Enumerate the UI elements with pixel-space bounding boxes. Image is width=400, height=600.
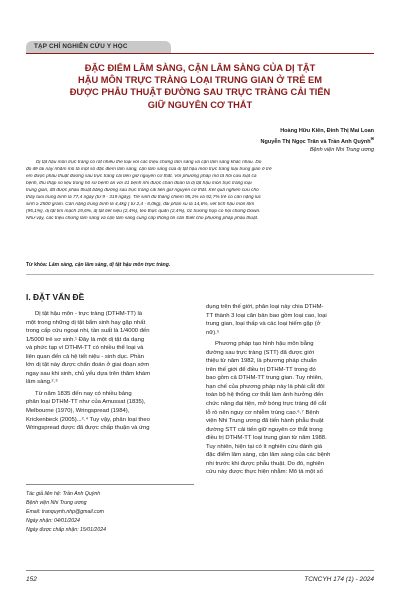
abstract-line: em được phẫu thuật đường sau trực tràng cải tiến giữ nguyên cơ thắt. Với phương pháp mô tả hồi cứu loạt ca (26, 173, 257, 179)
body-column-right (206, 303, 374, 477)
author-line-1: Hoàng Hữu Kiên, Đinh Thị Mai Loan (280, 128, 374, 134)
body-line: lớn dị tật này được chẩn đoán ở giai đoạn sớm (26, 362, 150, 369)
body-line: Krickenbeck (2005)...²˒⁴ Tuy vậy, phân loại theo (26, 416, 150, 423)
body-line: Từ năm 1835 đến nay có nhiều bảng (35, 390, 132, 397)
abstract-line: Như vậy, các triệu chứng lâm sàng và cận lâm sàng cung cấp thông tin cần thiết cho phương pháp phẫu thuật. (26, 215, 259, 221)
body-line: đặc điểm lâm sàng, cận lâm sàng của các bệnh (206, 452, 331, 459)
abstract (26, 160, 374, 223)
article-title (26, 62, 374, 111)
abstract-line: Dị tật hậu môn trực tràng có rất nhiều thể loại với các triệu chứng lâm sàng và cận lâm sàng khác nhau. Do (36, 160, 262, 165)
page-number: 152 (26, 576, 37, 583)
body-line: hạn chế của phương pháp này là phải cắt đôi (206, 383, 325, 390)
section-heading: I. ĐẶT VẤN ĐỀ (26, 292, 85, 302)
keywords-label: Từ khóa: (26, 262, 48, 268)
author-line-2 (124, 135, 374, 146)
author-affiliation: Bệnh viện Nhi Trung ương (309, 147, 374, 154)
accepted-date: Ngày được chấp nhận: 15/01/2024 (26, 526, 106, 533)
body-line: nhi trước khi được phẫu thuật. Do đó, nghiên (206, 460, 325, 467)
correspondence-mark: ✉ (370, 136, 374, 142)
body-line: toàn bộ hệ thống cơ thắt làm ảnh hưởng đến (206, 392, 324, 399)
body-line: liên quan đến cả hệ tiết niệu - sinh dục. Phần (26, 353, 144, 360)
correspondence-author: Tác giả liên hệ: Trần Anh Quỳnh (26, 491, 101, 497)
keywords-divider (26, 274, 374, 275)
body-line: cứu này được thực hiện nhằm: Mô tả một số (206, 469, 323, 476)
body-line: đường STT cải tiến giữ nguyên cơ thắt trong (206, 426, 323, 433)
title-line: GIỮ NGUYÊN CƠ THẮT (147, 99, 253, 110)
correspondence-divider (26, 484, 194, 485)
title-line: ĐẶC ĐIỂM LÂM SÀNG, CẬN LÂM SÀNG CỦA DỊ TẬT (84, 63, 316, 73)
body-line: ngay sau khi sinh, chủ yếu dựa trên thăm khám (26, 370, 151, 377)
body-line: TT thành 3 loại căn bản bao gồm loại cao, loại (206, 312, 327, 319)
abstract-line: thấy tuổi trung bình là 77,4 ngày (từ 9 - 319 ngày). Trẻ sinh đủ tháng chiếm 95,1% và 92,7% trẻ có cân nặng lúc (26, 194, 262, 200)
keywords-text: Lâm sàng, cận lâm sàng, dị tật hậu môn trực tràng. (48, 262, 171, 268)
body-line: dụng trên thế giới, phân loại này chia DTHM- (206, 304, 324, 310)
body-line: lỗ rò nên nguy cơ nhiễm trùng cao.⁶˒⁷ Bệnh (206, 409, 320, 416)
body-line: lâm sàng.²˒³ (26, 379, 58, 386)
correspondence-block (26, 490, 194, 535)
body-line: Tuy nhiên, hiện tại có ít nghiên cứu đánh giá (206, 443, 323, 450)
body-line: viện Nhi Trung ương đã tiến hành phẫu thuật (206, 418, 324, 425)
correspondence-email: Email: tranquynh.nhp@gmail.com (26, 508, 104, 515)
body-line: nữ).⁵ (206, 329, 220, 336)
header-rule (26, 53, 374, 54)
body-line: 1/5000 trẻ sơ sinh.¹ Đây là một dị tật đa dạng (26, 336, 145, 343)
body-line: và phức tạp vì DTHM-TT có nhiều thể loại và (26, 345, 144, 352)
title-line: HẬU MÔN TRỰC TRÀNG LOẠI TRUNG GIAN Ở TRẺ EM (78, 75, 322, 86)
body-line: Dị tật hậu môn - trực tràng (DTHM-TT) là (35, 311, 143, 317)
keywords (26, 262, 374, 268)
received-date: Ngày nhận: 04/01/2024 (26, 517, 80, 524)
body-line: trên thế giới để điều trị DTHM-TT trong đó (206, 366, 316, 373)
body-line: một trong những dị tật bẩm sinh hay gặp nhất (26, 319, 146, 326)
body-line: trong cấp cứu ngoại nhi, tần suất là 1/4000 đến (26, 328, 150, 335)
author-block (124, 127, 374, 154)
journal-name-tab: TẠP CHÍ NGHIÊN CỨU Y HỌC (26, 41, 171, 53)
abstract-line: sinh ≥ 2500 gram. Cân nặng trung bình là 4,4kg ( từ 2,4 - 8,0kg), đái phân su là 14,6%, vết tích hậu môn lõm (26, 201, 255, 207)
body-line: trung gian, loại thấp và các loại hiếm gặp (ở (206, 321, 321, 328)
abstract-line: bệnh, thu thập số liệu trong hồ sơ bệnh án với 41 bệnh nhi được chẩn đoán là dị tật hậu môn trực tràng loại (26, 180, 252, 186)
footer-rule (26, 570, 374, 571)
journal-issue: TCNCYH 174 (1) - 2024 (304, 576, 374, 583)
body-column-left (26, 310, 194, 433)
correspondence-affiliation: Bệnh viện Nhi Trung ương (26, 499, 87, 506)
author-line-2-text: Nguyễn Thị Ngọc Trân và Trần Anh Quỳnh (260, 139, 371, 146)
title-line: ĐƯỢC PHẪU THUẬT ĐƯỜNG SAU TRỰC TRÀNG CẢI TIẾN (69, 87, 331, 98)
body-line: Wringspread được đã được chấp thuận và ứng (26, 425, 150, 432)
body-line: phân loại DTHM-TT như của Amussat (1835), (26, 399, 146, 406)
body-line: bao gồm cả DTHM-TT trung gian. Tuy nhiên, (206, 375, 323, 382)
body-line: điều trị DTHM-TT loại trung gian từ năm 1988. (206, 435, 327, 442)
abstract-line: (95,1%), dị tật tim mạch 19,6%, dị tật tiết niệu (2,4%), teo thực quản (2,4%), 01 trường hợp có hội chứng Down. (26, 208, 261, 214)
body-line: Melbourne (1970), Wringspread (1984), (26, 408, 130, 415)
body-line: đường sau trực tràng (STT) đã được giới (206, 349, 314, 356)
abstract-line: trung gian, đã được phẫu thuật bằng đường sau trực tràng cải tiến giữ nguyên cơ thắt. Kết quả nghiên cứu cho (26, 187, 259, 193)
body-line: chức năng đại tiện, mở bóng trực tràng để cắt (206, 401, 327, 408)
abstract-line: đó đề tài này nhằm mô tả một số đặc điểm lâm sàng, cận lâm sàng của dị tật hậu môn trực tràng loại trung gian ở trẻ (26, 166, 272, 172)
body-line: Phương pháp tạo hình hậu môn bằng (215, 341, 314, 348)
body-line: thiệu từ năm 1982, là phương pháp chuẩn (206, 358, 317, 365)
